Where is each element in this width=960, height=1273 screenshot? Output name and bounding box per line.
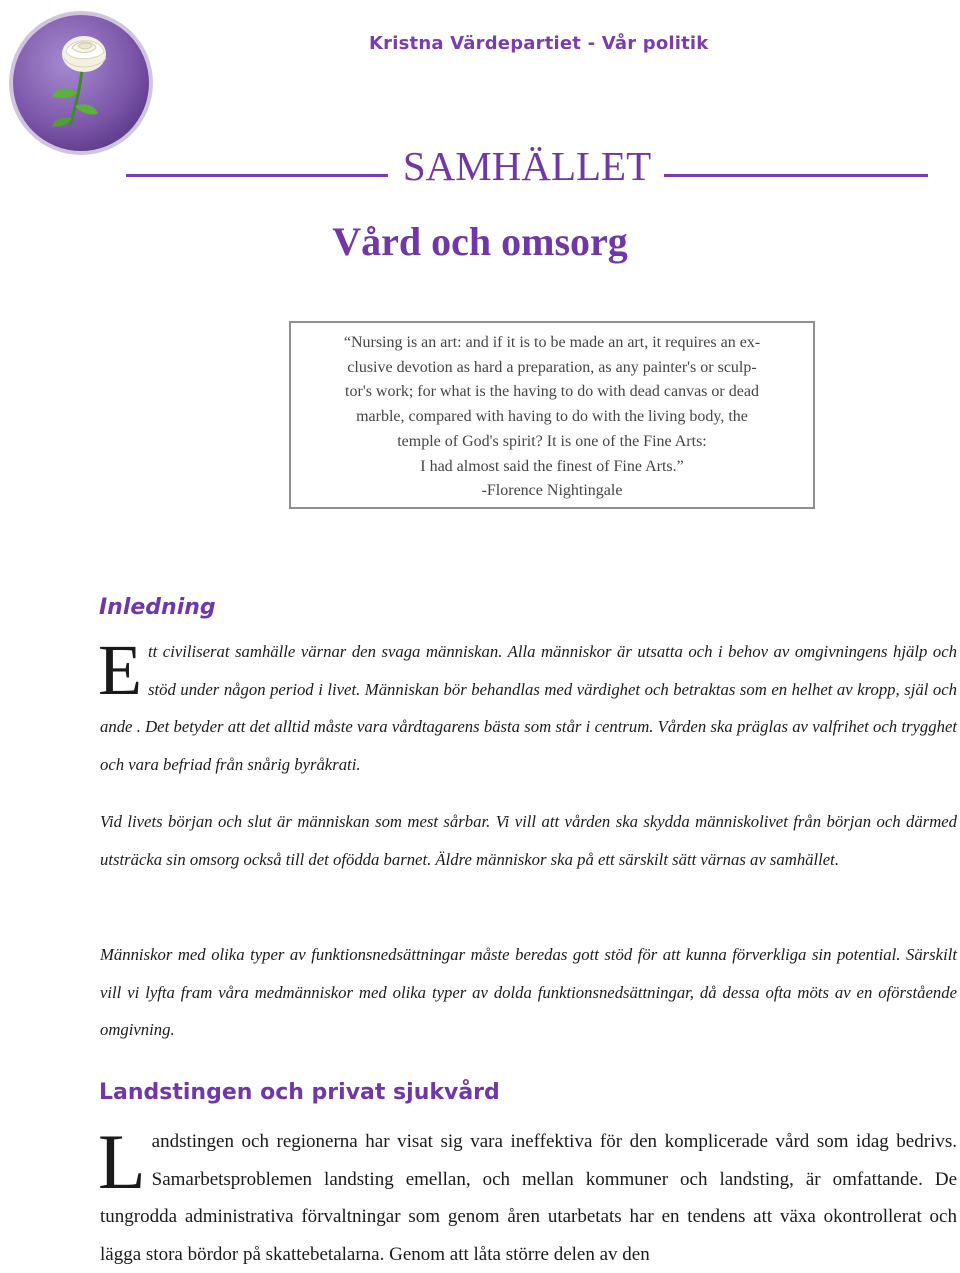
document-header-title: Kristna Värdepartiet - Vår politik: [369, 33, 709, 54]
landsting-paragraph-1: [98, 1118, 957, 1273]
quote-attribution: -Florence Nightingale: [481, 482, 623, 500]
paragraph-text: andstingen och regionerna har visat sig vara ineffektiva för den komplicerade vård som idag bedrivs. Samarbetsproblemen landsting emellan, och mellan kommuner och landsting, är omfattande. De tungrodda administrativa förvaltningar som genom åren utarbetats har en tendens att växa okontrollerat och lägga stora bördor på skattebetalarna. Genom att låta större delen av den: [100, 1131, 957, 1265]
section-heading-landstingen: Landstingen och privat sjukvård: [99, 1080, 500, 1105]
quote-line: clusive devotion as hard a preparation, as any painter's or sculp-: [347, 358, 757, 376]
quote-line: I had almost said the finest of Fine Arts.”: [420, 457, 684, 475]
quote-text: [291, 323, 813, 504]
drop-cap: E: [98, 630, 142, 710]
quote-line: tor's work; for what is the having to do with dead canvas or dead: [345, 383, 759, 401]
quote-line: marble, compared with having to do with the living body, the: [356, 408, 748, 426]
intro-paragraph-1: [98, 630, 957, 783]
quote-line: “Nursing is an art: and if it is to be made an art, it requires an ex-: [343, 334, 761, 351]
intro-paragraph-2: Vid livets början och slut är människan som mest sårbar. Vi vill att vården ska skydda människolivet från början och därmed utsträcka sin omsorg också till det ofödda barnet. Äldre människor ska på ett särskilt sätt värnas av samhället.: [100, 812, 957, 869]
section-heading-inledning: Inledning: [99, 595, 216, 620]
title-rule-left: [126, 174, 388, 177]
quote-box: [289, 321, 815, 509]
main-title-row: [126, 142, 928, 192]
drop-cap: L: [98, 1118, 146, 1205]
white-rose-icon: [6, 8, 156, 158]
intro-paragraph-3: Människor med olika typer av funktionsnedsättningar måste beredas gott stöd för att kunna förverkliga sin potential. Särskilt vill vi lyfta fram våra medmänniskor med olika typer av dolda funktionsnedsättningar, då dessa ofta möts av en oförstående omgivning.: [100, 945, 957, 1039]
party-logo: [6, 8, 156, 158]
page-subtitle: Vård och omsorg: [332, 219, 628, 264]
quote-line: temple of God's spirit? It is one of the Fine Arts:: [397, 432, 707, 450]
main-title: SAMHÄLLET: [402, 143, 652, 189]
paragraph-text: tt civiliserat samhälle värnar den svaga människan. Alla människor är utsatta och i behov av omgivningens hjälp och stöd under någon period i livet. Människan bör behandlas med värdighet och betraktas som en helhet av kropp, själ och ande . Det betyder att det alltid måste vara vårdtagarens bästa som står i centrum. Vården ska präglas av valfrihet och trygghet och vara befriad från snårig byråkrati.: [100, 642, 957, 774]
title-rule-right: [664, 174, 928, 177]
